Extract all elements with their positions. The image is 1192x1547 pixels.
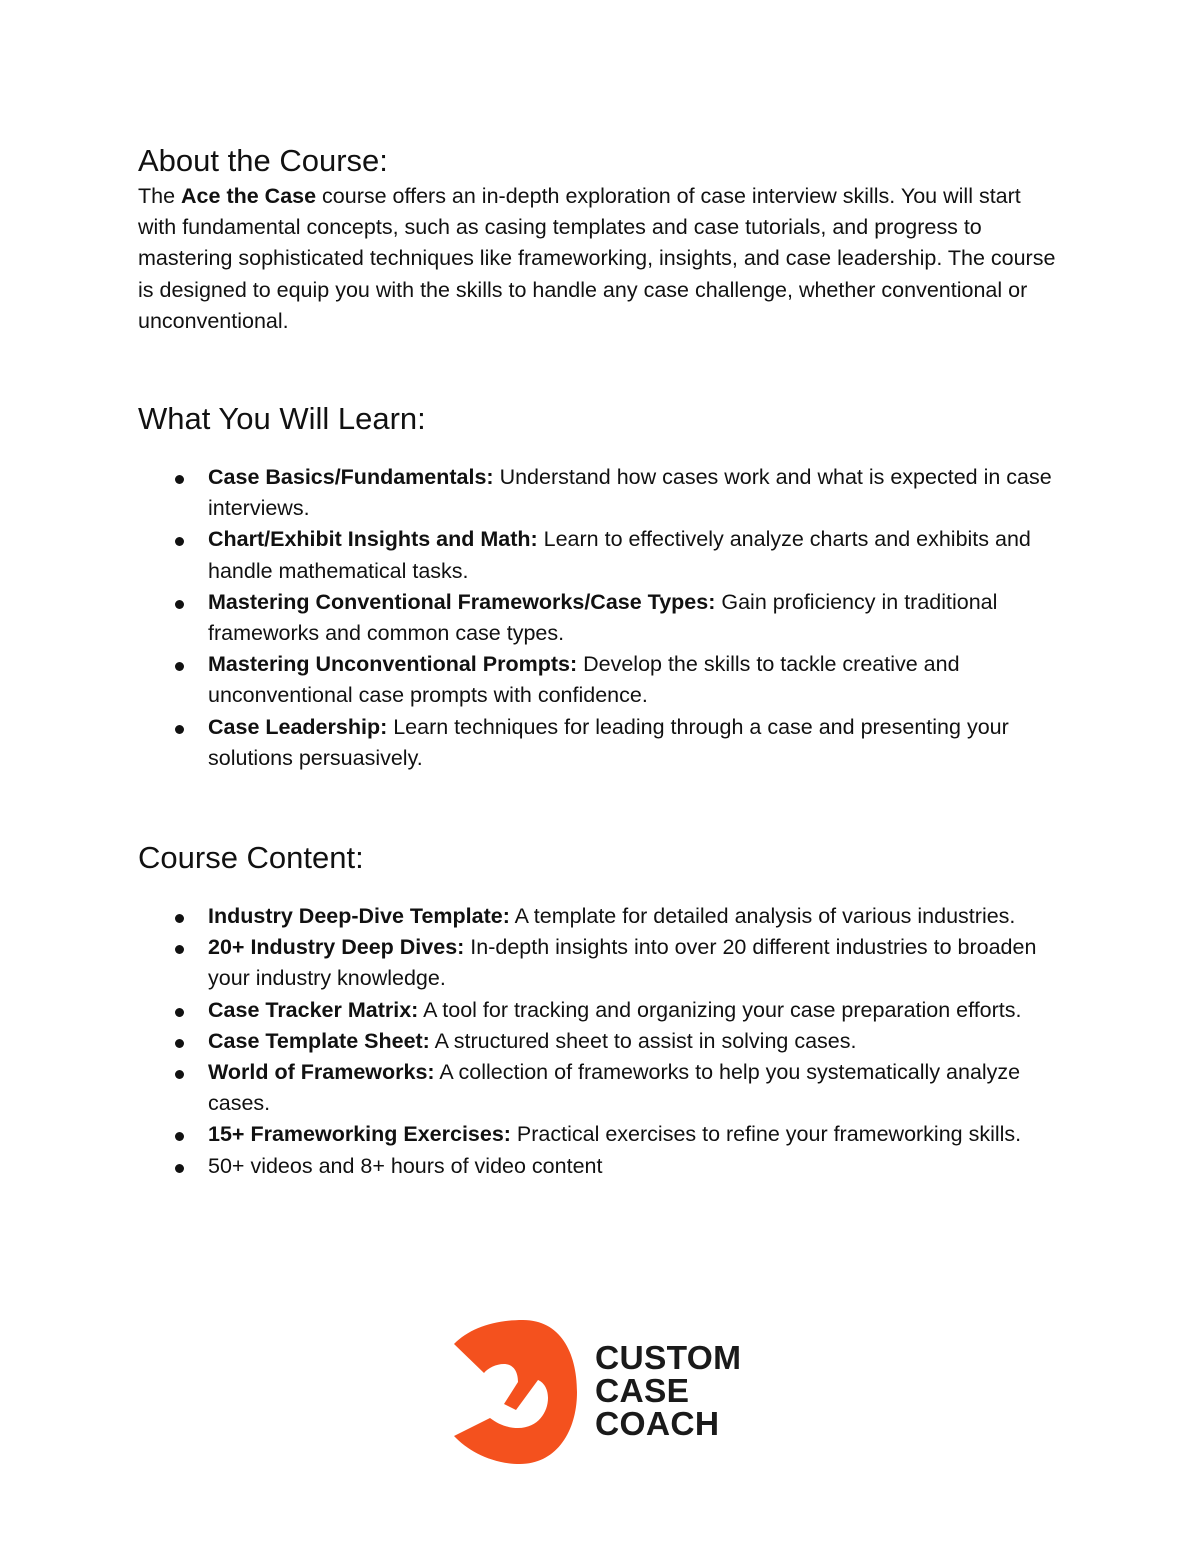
learn-item-text: Gain proficiency in traditional frameworks and common case types. <box>208 589 998 646</box>
content-item-title: World of Frameworks: <box>208 1060 435 1085</box>
learn-item-text: Learn to effectively analyze charts and exhibits and handle mathematical tasks. <box>208 527 1031 583</box>
logo-line-case: CASE <box>595 1373 690 1410</box>
logo-line-custom: CUSTOM <box>595 1340 742 1377</box>
content-item-title: 15+ Frameworking Exercises: <box>208 1122 511 1147</box>
bullet-icon <box>175 475 184 484</box>
document-content <box>138 141 1063 1182</box>
content-item-title: Case Tracker Matrix: <box>208 997 419 1022</box>
learn-item-title: Chart/Exhibit Insights and Math: <box>208 527 538 552</box>
bullet-icon <box>175 1008 184 1017</box>
list-item <box>208 932 1063 994</box>
bullet-icon <box>175 1039 184 1048</box>
content-item-text: In-depth insights into over 20 different industries to broaden your industry knowledge. <box>208 935 1037 991</box>
about-intro-prefix: The <box>138 184 182 208</box>
about-heading: About the Course: <box>138 143 388 178</box>
content-list <box>138 901 1063 1182</box>
list-item <box>208 1151 1063 1182</box>
list-item <box>208 1119 1063 1150</box>
list-item <box>208 995 1063 1026</box>
list-item <box>208 524 1063 586</box>
learn-item-title: Mastering Conventional Frameworks/Case Types: <box>208 589 716 614</box>
about-intro-rest: course offers an in-depth exploration of case interview skills. You will start with fundamental concepts, such as casing templates and case tutorials, and progress to mastering sophisticated techniques like frameworking, insights, and case leadership. The course is designed to equip you with the skills to handle any case challenge, whether conventional or unconventional. <box>138 184 1056 333</box>
bullet-icon <box>175 914 184 923</box>
content-heading: Course Content: <box>138 840 364 876</box>
bullet-icon <box>175 1164 184 1173</box>
bullet-icon <box>175 1132 184 1141</box>
bullet-icon <box>175 725 184 734</box>
list-item <box>208 1026 1063 1057</box>
learn-item-title: Mastering Unconventional Prompts: <box>208 652 578 677</box>
logo-line-coach: COACH <box>595 1406 720 1443</box>
list-item <box>208 1057 1063 1119</box>
learn-item-text: Develop the skills to tackle creative and unconventional case prompts with confidence. <box>208 652 960 708</box>
content-item-title: Case Template Sheet: <box>208 1028 430 1053</box>
logo-wordmark <box>595 1342 741 1441</box>
content-item-title: Industry Deep-Dive Template: <box>208 904 510 929</box>
bullet-icon <box>175 537 184 546</box>
learn-item-title: Case Basics/Fundamentals: <box>208 465 494 490</box>
list-item <box>208 712 1063 774</box>
custom-case-coach-logo <box>452 1318 752 1466</box>
list-item <box>208 462 1063 524</box>
course-name: Ace the Case <box>181 184 317 208</box>
list-item <box>208 901 1063 932</box>
bullet-icon <box>175 600 184 609</box>
learn-item-title: Case Leadership: <box>208 714 388 739</box>
content-item-text: A template for detailed analysis of various industries. <box>509 904 1016 929</box>
list-item <box>208 649 1063 711</box>
content-item-text: A collection of frameworks to help you systematically analyze cases. <box>208 1060 1021 1116</box>
bullet-icon <box>175 1070 184 1079</box>
logo-c-mark-icon <box>452 1318 582 1466</box>
content-item-text: A structured sheet to assist in solving cases. <box>429 1028 857 1053</box>
learn-item-text: Learn techniques for leading through a case and presenting your solutions persuasively. <box>208 714 1009 770</box>
content-item-text: 50+ videos and 8+ hours of video content <box>208 1153 603 1178</box>
content-item-title: 20+ Industry Deep Dives: <box>208 935 465 960</box>
learn-heading: What You Will Learn: <box>138 401 426 437</box>
learn-item-text: Understand how cases work and what is expected in case interviews. <box>208 465 1052 521</box>
list-item <box>208 587 1063 649</box>
bullet-icon <box>175 662 184 671</box>
logo-c-shape <box>454 1320 577 1464</box>
content-item-text: A tool for tracking and organizing your case preparation efforts. <box>418 997 1022 1022</box>
learn-list <box>138 462 1063 774</box>
content-item-text: Practical exercises to refine your frameworking skills. <box>510 1122 1022 1147</box>
about-paragraph <box>138 181 1063 337</box>
bullet-icon <box>175 945 184 954</box>
